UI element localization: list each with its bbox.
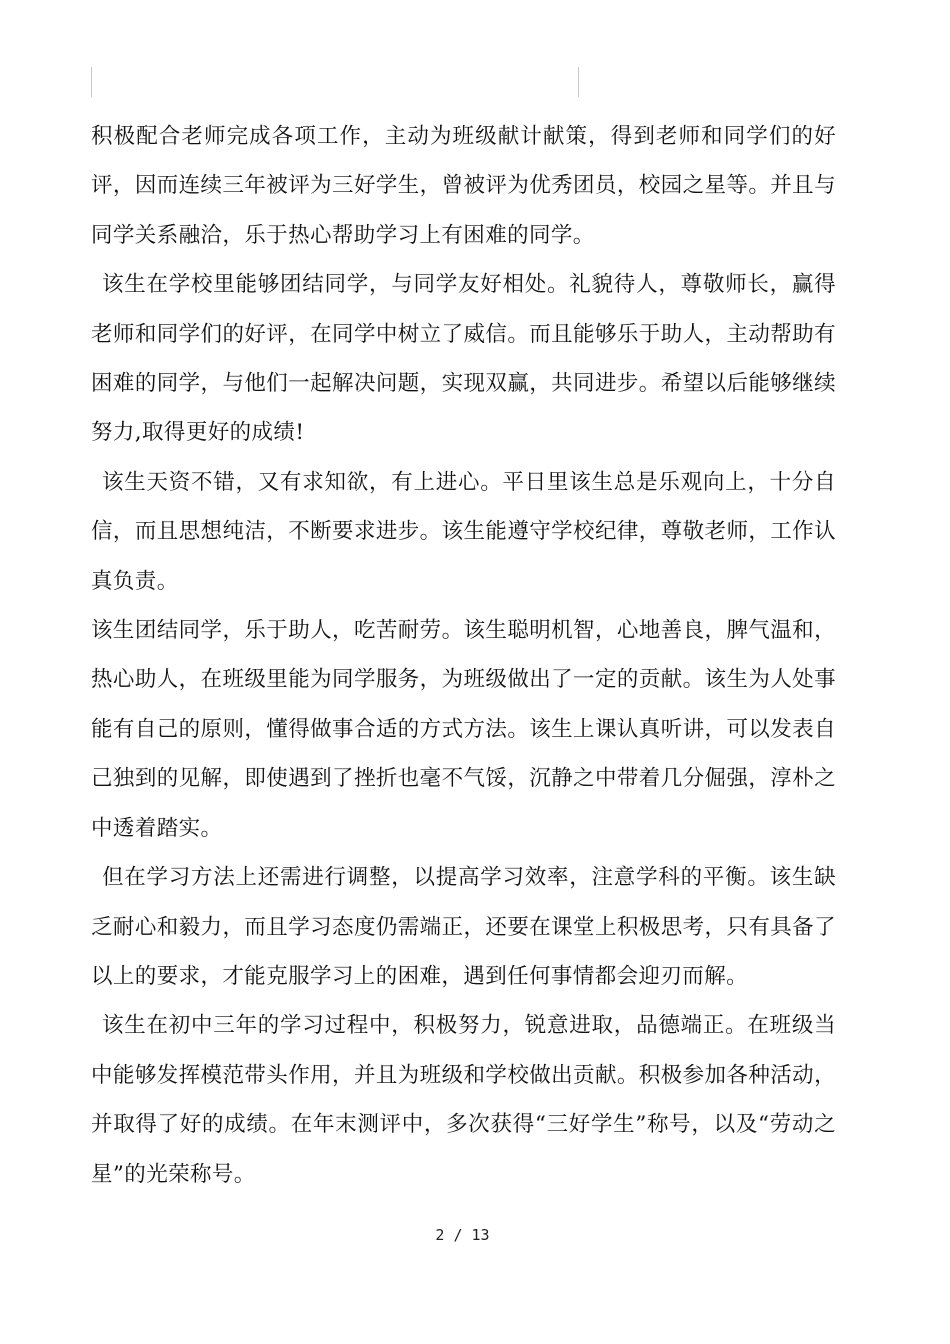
paragraph: 但在学习方法上还需进行调整，以提高学习效率，注意学科的平衡。该生缺乏耐心和毅力，而且学习态度仍需端正，还要在课堂上积极思考，只有具备了以上的要求，才能克服学习上的困难，遇到任何事情都会迎刃而解。 [91,865,836,989]
paragraph: 该生天资不错，又有求知欲，有上进心。平日里该生总是乐观向上，十分自信，而且思想纯洁，不断要求进步。该生能遵守学校纪律，尊敬老师，工作认真负责。 [91,469,836,594]
paragraph: 积极配合老师完成各项工作，主动为班级献计献策，得到老师和同学们的好评，因而连续三年被评为三好学生，曾被评为优秀团员，校园之星等。并且与同学关系融洽，乐于热心帮助学习上有困难的同学。 [91,124,836,248]
page-number: 2 / 13 [435,1226,490,1244]
header-margin-mark-right [578,67,579,97]
paragraph: 该生在学校里能够团结同学，与同学友好相处。礼貌待人，尊敬师长，赢得老师和同学们的好评，在同学中树立了威信。而且能够乐于助人，主动帮助有困难的同学，与他们一起解决问题，实现双赢，共同进步。希望以后能够继续努力,取得更好的成绩! [91,272,836,446]
paragraph: 该生团结同学，乐于助人，吃苦耐劳。该生聪明机智，心地善良，脾气温和，热心助人，在班级里能为同学服务，为班级做出了一定的贡献。该生为人处事能有自己的原则，懂得做事合适的方式方法。该生上课认真听讲，可以发表自己独到的见解，即使遇到了挫折也毫不气馁，沉静之中带着几分倔强，淳朴之中透着踏实。 [91,618,836,841]
paragraph: 该生在初中三年的学习过程中，积极努力，锐意进取，品德端正。在班级当中能够发挥模范带头作用，并且为班级和学校做出贡献。积极参加各种活动，并取得了好的成绩。在年末测评中，多次获得“三好学生”称号，以及“劳动之星”的光荣称号。 [91,1013,836,1187]
document-body [91,112,836,1199]
header-margin-mark-left [91,67,92,97]
